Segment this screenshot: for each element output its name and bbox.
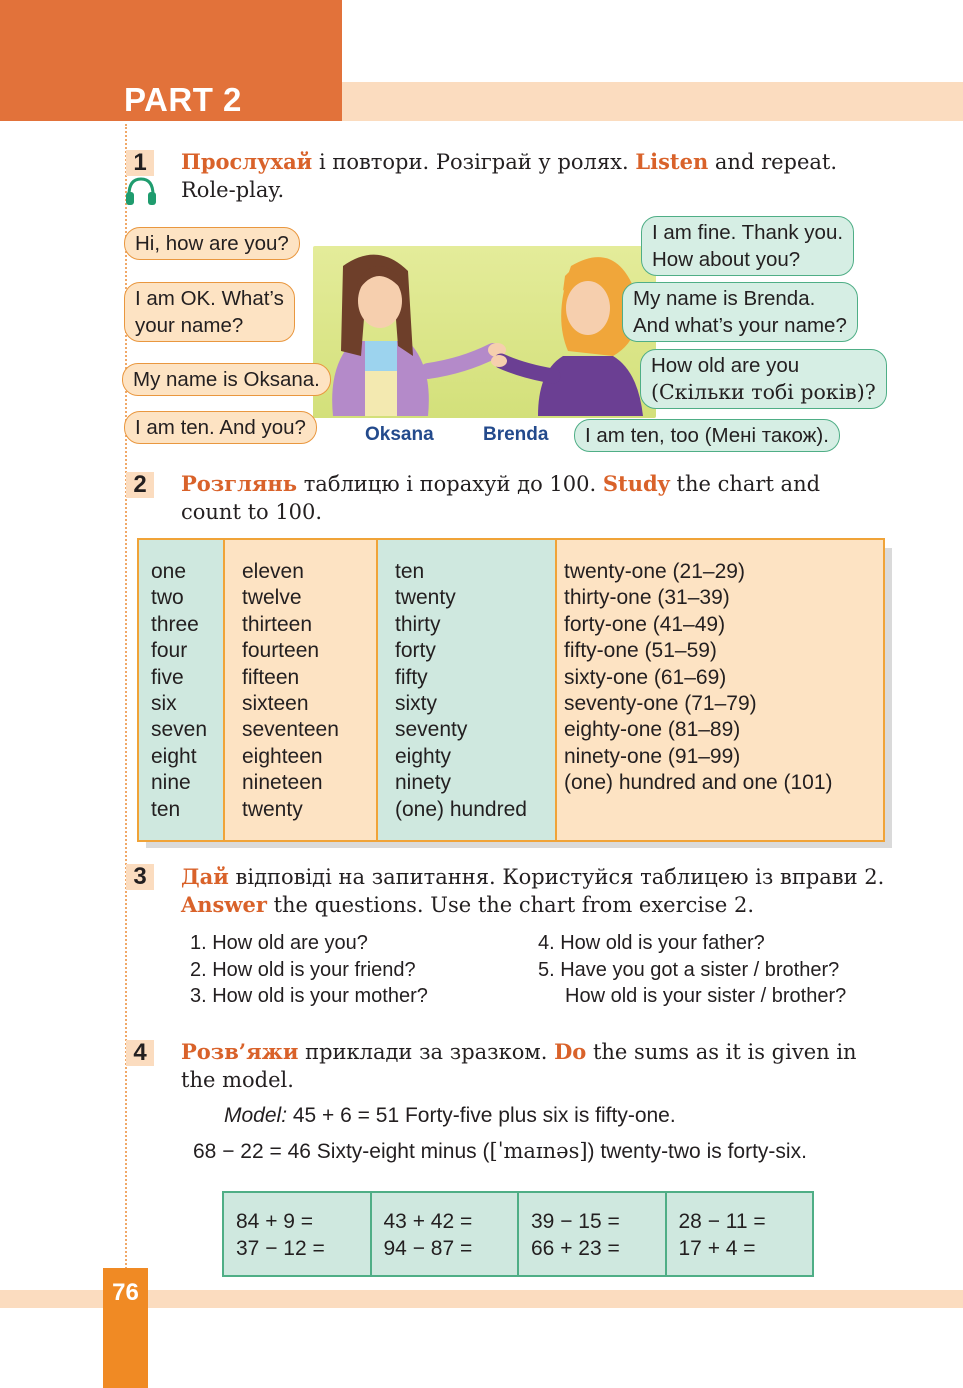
task1-keyword-ua: Прослухай — [181, 149, 313, 174]
task1-text-cont: Role-play. — [181, 178, 285, 202]
chart-column-teens — [225, 540, 378, 840]
speech-bubble-brenda-3 — [640, 349, 887, 409]
task4-text-ua: приклади за зразком. — [298, 1040, 555, 1064]
task1-keyword-en: Listen — [635, 149, 709, 174]
chart-cell: nineteen — [242, 771, 323, 795]
sum-item: 94 − 87 = — [383, 1237, 473, 1260]
task2-text-cont: count to 100. — [181, 500, 323, 524]
bubble-text: (Скільки тобі років)? — [651, 380, 876, 404]
bubble-text: How old are you — [651, 354, 800, 377]
model-text: 45 + 6 = 51 Forty-five plus six is fifty-one. — [287, 1104, 676, 1127]
bubble-text: your name? — [135, 314, 244, 337]
sum-item: 66 + 23 = — [531, 1237, 620, 1260]
sums-grid — [222, 1191, 814, 1277]
chart-cell: twenty — [395, 586, 456, 610]
task1-instruction — [181, 148, 889, 204]
sum-item: 43 + 42 = — [383, 1210, 473, 1233]
question-item: 4. How old is your father? — [538, 932, 765, 954]
sum-cell — [519, 1193, 667, 1275]
speech-bubble-oksana-1 — [124, 227, 300, 260]
example-text: ) twenty-two is forty-six. — [587, 1140, 807, 1163]
task3-keyword-ua: Дай — [181, 864, 229, 889]
speech-bubble-brenda-4 — [574, 419, 840, 452]
sum-item: 28 − 11 = — [678, 1210, 766, 1233]
bubble-text: My name is Brenda. — [633, 287, 816, 310]
chart-cell: seven — [151, 718, 208, 742]
task-number: 2 — [126, 472, 154, 498]
part-title: PART 2 — [124, 81, 242, 118]
chart-cell: sixty-one (61–69) — [564, 665, 727, 689]
task1-text-ua: і повтори. Розіграй у ролях. — [312, 150, 636, 174]
speech-bubble-oksana-2 — [124, 282, 295, 342]
chart-cell: three — [151, 612, 199, 636]
speech-bubble-oksana-3 — [122, 363, 331, 396]
chart-cell: eleven — [242, 560, 304, 583]
question-item: 3. How old is your mother? — [190, 985, 428, 1007]
bubble-text: And what’s your name? — [633, 314, 847, 337]
chart-cell: thirteen — [242, 612, 313, 636]
task-number: 4 — [126, 1040, 154, 1066]
chart-cell: eight — [151, 744, 197, 768]
chart-cell: fifty-one (51–59) — [564, 639, 717, 663]
chart-cell: two — [151, 586, 184, 610]
task-number: 3 — [126, 864, 154, 890]
chart-cell: seventeen — [242, 718, 339, 742]
chart-cell: forty — [395, 639, 436, 663]
chart-cell: twenty — [242, 797, 303, 821]
name-label-oksana: Oksana — [365, 424, 434, 445]
name-label-brenda: Brenda — [483, 424, 549, 445]
headphones-icon — [124, 175, 158, 212]
question-item: How old is your sister / brother? — [565, 985, 847, 1007]
bubble-text: I am ten. And you? — [135, 416, 306, 439]
bubble-text: I am ten, too (Мені також). — [585, 424, 829, 447]
task-number: 1 — [126, 150, 154, 176]
task2-text-ua: таблицю і порахуй до 100. — [297, 472, 603, 496]
task4-text-en: the sums as it is given in — [586, 1040, 857, 1064]
question-item: 1. How old are you? — [190, 932, 368, 954]
model-example — [224, 1104, 676, 1128]
chart-column-units — [139, 540, 225, 840]
questions-left — [190, 930, 428, 1010]
chart-cell: six — [151, 691, 177, 715]
task2-instruction — [181, 470, 889, 526]
header-band — [342, 82, 963, 121]
chart-cell: five — [151, 665, 184, 689]
question-item: 5. Have you got a sister / brother? — [538, 958, 840, 981]
chart-cell: eighteen — [242, 744, 323, 768]
speech-bubble-brenda-2 — [622, 282, 858, 342]
task1-text-en: and repeat. — [708, 150, 838, 174]
task4-instruction — [181, 1038, 889, 1094]
task3-keyword-en: Answer — [181, 892, 267, 917]
sum-item: 84 + 9 = — [236, 1210, 314, 1233]
bubble-text: I am fine. Thank you. — [652, 221, 844, 244]
speech-bubble-oksana-4 — [124, 411, 317, 444]
sum-item: 39 − 15 = — [531, 1210, 620, 1233]
chart-cell: ninety — [395, 771, 452, 795]
question-item: 2. How old is your friend? — [190, 958, 416, 981]
speech-bubble-brenda-1 — [641, 216, 854, 276]
chart-cell: fifteen — [242, 665, 300, 689]
task2-keyword-ua: Розглянь — [181, 471, 298, 496]
chart-cell: seventy-one (71–79) — [564, 691, 757, 715]
sum-cell — [224, 1193, 372, 1275]
chart-cell: thirty-one (31–39) — [564, 586, 730, 610]
chart-cell: fourteen — [242, 639, 320, 663]
model-label: Model: — [224, 1104, 288, 1127]
bubble-text: I am OK. What’s — [135, 287, 284, 310]
sum-item: 37 − 12 = — [236, 1237, 325, 1260]
chart-cell: ten — [395, 560, 425, 583]
page-number: 76 — [112, 1279, 139, 1306]
chart-cell: eighty-one (81–89) — [564, 718, 741, 742]
task2-text-en: the chart and — [669, 472, 821, 496]
bubble-text: How about you? — [652, 248, 801, 271]
sum-cell — [667, 1193, 813, 1275]
task2-keyword-en: Study — [602, 471, 670, 496]
task3-text-ua: відповіді на запитання. Користуйся таблицею із вправи 2. — [228, 865, 885, 889]
task4-text-cont: the model. — [181, 1068, 294, 1092]
chart-cell: sixteen — [242, 691, 309, 715]
task4-keyword-ua: Розв’яжи — [181, 1039, 299, 1064]
example-text: 68 − 22 = 46 Sixty-eight minus ( — [193, 1140, 490, 1163]
ipa-transcription: [ˈmaɪnəs] — [489, 1139, 588, 1163]
minus-example — [193, 1139, 807, 1164]
bubble-text: Hi, how are you? — [135, 232, 289, 255]
chart-cell: sixty — [395, 691, 437, 715]
task3-text-en: the questions. Use the chart from exercise 2. — [266, 893, 755, 917]
chart-cell: (one) hundred and one (101) — [564, 771, 833, 795]
task3-instruction — [181, 863, 896, 919]
chart-cell: fifty — [395, 665, 428, 689]
sum-cell — [372, 1193, 520, 1275]
numbers-chart — [137, 538, 885, 842]
bubble-text: My name is Oksana. — [133, 368, 320, 391]
chart-cell: twenty-one (21–29) — [564, 560, 745, 583]
dialogue-illustration — [313, 246, 656, 418]
sum-item: 17 + 4 = — [678, 1237, 756, 1260]
questions-right — [538, 930, 846, 1010]
chart-cell: nine — [151, 771, 191, 795]
task4-keyword-en: Do — [554, 1039, 587, 1064]
chart-column-compounds — [557, 540, 883, 840]
chart-cell: eighty — [395, 744, 452, 768]
chart-cell: thirty — [395, 612, 441, 636]
chart-cell: ninety-one (91–99) — [564, 744, 741, 768]
chart-cell: forty-one (41–49) — [564, 612, 726, 636]
chart-cell: four — [151, 639, 188, 663]
chart-column-tens — [378, 540, 557, 840]
chart-cell: seventy — [395, 718, 468, 742]
chart-cell: (one) hundred — [395, 797, 527, 821]
chart-cell: one — [151, 560, 187, 583]
chart-cell: ten — [151, 797, 181, 821]
chart-cell: twelve — [242, 586, 302, 610]
